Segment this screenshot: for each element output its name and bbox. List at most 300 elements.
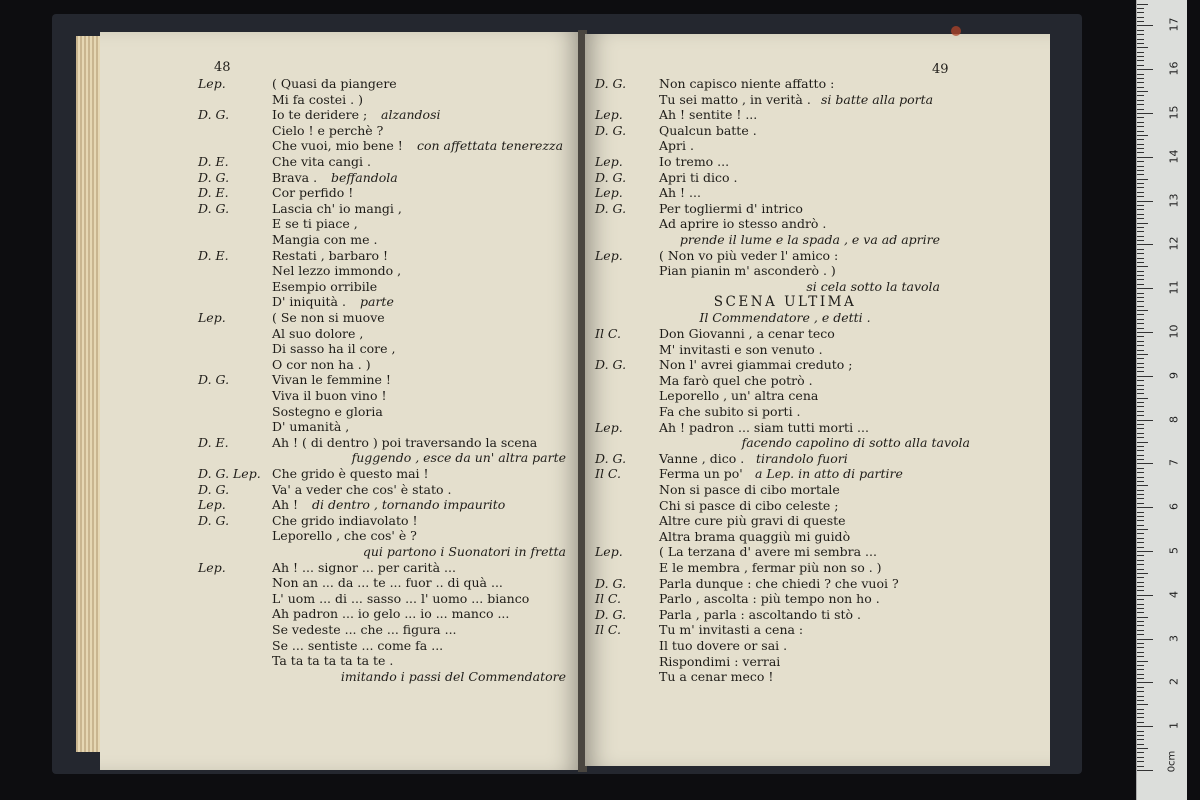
dialogue-line: Mi fa costei . ) (272, 91, 363, 107)
speaker-label: Lep. (595, 154, 623, 169)
ruler-tick (1137, 380, 1144, 381)
ruler-tick (1137, 275, 1144, 276)
stage-direction: prende il lume e la spada , e va ad aprire (679, 232, 940, 247)
ruler-tick (1137, 770, 1153, 771)
ink-stain (951, 26, 961, 36)
dialogue-line: Che vita cangi . (272, 154, 371, 169)
dialogue-line: Parla dunque : che chiedi ? che vuoi ? (659, 575, 899, 591)
ruler-tick (1137, 752, 1144, 753)
dialogue-line: Parla , parla : ascoltando ti stò . (659, 606, 862, 622)
ruler-tick (1137, 643, 1144, 644)
ruler-tick (1137, 253, 1144, 254)
ruler-tick (1137, 214, 1144, 215)
ruler-tick (1137, 420, 1153, 421)
ruler-tick (1137, 433, 1144, 434)
dialogue-line: Se ... sentiste ... come fa ... (272, 637, 444, 653)
ruler-tick (1137, 722, 1144, 723)
ruler-tick (1137, 739, 1144, 740)
ruler-tick (1137, 82, 1144, 83)
ruler-tick (1137, 503, 1144, 504)
stage-direction: parte (360, 294, 394, 310)
ruler-label: 3 (1167, 634, 1181, 642)
ruler-tick (1137, 166, 1144, 167)
stage-direction: si batte alla porta (821, 91, 934, 107)
ruler-tick (1137, 117, 1144, 118)
ruler-tick (1137, 306, 1144, 307)
ruler-tick (1137, 231, 1144, 232)
ruler-tick (1137, 218, 1144, 219)
ruler-tick (1137, 564, 1144, 565)
speaker-label: D. G. (595, 169, 627, 185)
page-number: 48 (214, 60, 231, 75)
ruler-tick (1137, 47, 1148, 48)
ruler-tick (1137, 630, 1144, 631)
dialogue-line: ( La terzana d' avere mi sembra ... (659, 544, 877, 560)
ruler-tick (1137, 463, 1153, 464)
dialogue-line: Lascia ch' io mangi , (272, 200, 402, 216)
ruler-tick (1137, 8, 1144, 9)
ruler-tick (1137, 113, 1153, 114)
ruler-tick (1137, 625, 1144, 626)
dialogue-line: Altra brama quaggiù mi guidò (659, 528, 851, 544)
ruler-tick (1137, 437, 1144, 438)
ruler-tick (1137, 634, 1144, 635)
dialogue-line: Tu a cenar meco ! (659, 669, 774, 685)
ruler-tick (1137, 205, 1144, 206)
dialogue-line: Va' a veder che cos' è stato . (272, 481, 452, 497)
left-page (100, 32, 580, 770)
right-page (585, 34, 1050, 766)
ruler-tick (1137, 74, 1144, 75)
ruler-tick (1137, 757, 1144, 758)
speaker-label: Lep. (595, 107, 623, 123)
dialogue-line: Altre cure più gravi di queste (659, 513, 846, 529)
stage-direction: a Lep. in atto di partire (755, 466, 903, 482)
speaker-label: Il C. (595, 591, 622, 607)
ruler-tick (1137, 428, 1144, 429)
dialogue-line: Esempio orribile (272, 278, 378, 294)
ruler-tick (1137, 415, 1144, 416)
ruler-tick (1137, 135, 1148, 136)
ruler-tick (1137, 669, 1144, 670)
ruler-tick (1137, 227, 1144, 228)
ruler-tick (1137, 389, 1144, 390)
speaker-label: Lep. (595, 247, 623, 263)
stage-direction: qui partono i Suonatori in fretta (362, 544, 566, 559)
speaker-label: D. G. (198, 481, 230, 497)
speaker-label: D. G. (595, 76, 627, 91)
dialogue-line: Di sasso ha il core , (272, 341, 396, 357)
ruler-tick (1137, 371, 1144, 372)
page-edges (76, 36, 102, 752)
ruler-unit: 0cm (1166, 750, 1178, 773)
scene-subtitle: Il Commendatore , e detti . (699, 310, 871, 325)
ruler-tick (1137, 621, 1144, 622)
dialogue-line: Io te deridere ; (272, 107, 368, 123)
ruler-tick (1137, 442, 1148, 443)
ruler-tick (1137, 696, 1144, 697)
ruler-tick (1137, 52, 1144, 53)
ruler-tick (1137, 700, 1144, 701)
ruler-tick (1137, 744, 1144, 745)
dialogue-line: M' invitasti e son venuto . (659, 341, 823, 357)
speaker-label: D. G. (595, 575, 627, 591)
ruler-tick (1137, 569, 1144, 570)
ruler-tick (1137, 560, 1144, 561)
measuring-ruler (1136, 0, 1187, 800)
stage-direction: tirandolo fuori (756, 450, 848, 466)
ruler-tick (1137, 726, 1153, 727)
stage-direction: imitando i passi del Commendatore (340, 668, 566, 684)
ruler-tick (1137, 341, 1144, 342)
ruler-tick (1137, 161, 1144, 162)
ruler-tick (1137, 446, 1144, 447)
ruler-tick (1137, 748, 1148, 749)
ruler-tick (1137, 100, 1144, 101)
ruler-tick (1137, 687, 1144, 688)
dialogue-line: Brava . (272, 169, 318, 185)
ruler-tick (1137, 472, 1144, 473)
ruler-tick (1137, 249, 1144, 250)
speaker-label: Lep. (198, 310, 226, 325)
ruler-tick (1137, 25, 1153, 26)
ruler-label: 11 (1167, 280, 1181, 295)
dialogue-line: Ah ! sentite ! ... (659, 107, 758, 123)
ruler-tick (1137, 223, 1148, 224)
dialogue-line: ( Se non si muove (272, 310, 385, 325)
ruler-tick (1137, 323, 1144, 324)
stage-direction: fuggendo , esce da un' altra parte (351, 450, 566, 466)
ruler-label: 5 (1167, 547, 1181, 554)
stage-direction: si cela sotto la tavola (806, 278, 940, 294)
ruler-tick (1137, 617, 1148, 618)
ruler-tick (1137, 192, 1144, 193)
ruler-tick (1137, 328, 1144, 329)
dialogue-line: ( Quasi da piangere (272, 76, 397, 91)
ruler-tick (1137, 652, 1144, 653)
dialogue-line: Ma farò quel che potrò . (659, 372, 813, 388)
ruler-tick (1137, 555, 1144, 556)
dialogue-line: Per togliermi d' intrico (659, 200, 803, 216)
ruler-label: 13 (1167, 193, 1181, 208)
dialogue-line: Non capisco niente affatto : (659, 76, 835, 91)
ruler-tick (1137, 201, 1153, 202)
ruler-tick (1137, 271, 1144, 272)
dialogue-line: O cor non ha . ) (272, 356, 371, 372)
dialogue-line: Nel lezzo immondo , (272, 263, 402, 279)
ruler-tick (1137, 12, 1144, 13)
ruler-tick (1137, 258, 1144, 259)
ruler-tick (1137, 512, 1144, 513)
dialogue-line: Pian pianin m' asconderò . ) (659, 263, 836, 279)
ruler-tick (1137, 87, 1144, 88)
speaker-label: D. G. (595, 357, 627, 373)
dialogue-line: Il tuo dovere or sai . (659, 638, 788, 653)
ruler-tick (1137, 494, 1144, 495)
ruler-tick (1137, 262, 1144, 263)
speaker-label: D. E. (198, 434, 229, 450)
dialogue-line: ( Non vo più veder l' amico : (659, 247, 839, 263)
ruler-tick (1137, 319, 1144, 320)
ruler-tick (1137, 126, 1144, 127)
speaker-label: D. E. (198, 154, 229, 169)
dialogue-line: Sostegno e gloria (272, 403, 383, 419)
ruler-tick (1137, 288, 1153, 289)
ruler-tick (1137, 398, 1148, 399)
ruler-tick (1137, 516, 1144, 517)
dialogue-line: Cielo ! e perchè ? (272, 122, 384, 138)
dialogue-line: Io tremo ... (659, 154, 730, 169)
ruler-tick (1137, 244, 1153, 245)
ruler-tick (1137, 590, 1144, 591)
ruler-tick (1137, 157, 1153, 158)
ruler-tick (1137, 332, 1153, 333)
ruler-tick (1137, 459, 1144, 460)
dialogue-line: D' umanità , (272, 419, 350, 435)
ruler-tick (1137, 661, 1148, 662)
ruler-tick (1137, 104, 1144, 105)
ruler-label: 7 (1167, 459, 1181, 467)
dialogue-line: Tu m' invitasti a cena : (659, 622, 804, 638)
ruler-tick (1137, 293, 1144, 294)
dialogue-line: Apri ti dico . (659, 169, 738, 185)
ruler-tick (1137, 595, 1153, 596)
ruler-tick (1137, 43, 1144, 44)
ruler-tick (1137, 551, 1153, 552)
speaker-label: D. G. (595, 122, 627, 138)
speaker-label: Il C. (595, 466, 622, 482)
ruler-tick (1137, 183, 1144, 184)
speaker-label: Lep. (595, 544, 623, 560)
ruler-label: 15 (1167, 105, 1181, 120)
ruler-tick (1137, 144, 1144, 145)
ruler-label: 6 (1167, 503, 1181, 511)
ruler-tick (1137, 665, 1144, 666)
dialogue-line: D' iniquità . (272, 294, 346, 310)
stage-direction: facendo capolino di sotto alla tavola (741, 435, 970, 451)
speaker-label: D. G. (198, 200, 230, 216)
ruler-tick (1137, 34, 1144, 35)
ruler-tick (1137, 109, 1144, 110)
ruler-tick (1137, 498, 1144, 499)
ruler-tick (1137, 284, 1144, 285)
ruler-tick (1137, 358, 1144, 359)
dialogue-line: Vivan le femmine ! (272, 372, 391, 388)
speaker-label: Lep. (198, 559, 226, 575)
ruler-tick (1137, 60, 1144, 61)
ruler-tick (1137, 529, 1148, 530)
ruler-tick (1137, 131, 1144, 132)
page-number: 49 (932, 62, 949, 77)
ruler-tick (1137, 717, 1144, 718)
stage-direction: beffandola (331, 169, 398, 185)
ruler-tick (1137, 542, 1144, 543)
speaker-label: D. G. (595, 200, 627, 216)
ruler-tick (1137, 533, 1144, 534)
dialogue-line: Parlo , ascolta : più tempo non ho . (659, 591, 880, 607)
ruler-tick (1137, 39, 1144, 40)
dialogue-line: Ferma un po' (659, 466, 743, 482)
ruler-tick (1137, 599, 1144, 600)
dialogue-line: Restati , barbaro ! (272, 247, 389, 263)
ruler-tick (1137, 450, 1144, 451)
ruler-tick (1137, 481, 1144, 482)
ruler-tick (1137, 354, 1148, 355)
speaker-label: D. G. (198, 107, 230, 123)
dialogue-line: Ah padron ... io gelo ... io ... manco ... (272, 606, 510, 622)
ruler-label: 9 (1167, 371, 1181, 379)
ruler-label: 16 (1167, 61, 1181, 76)
ruler-tick (1137, 56, 1144, 57)
ruler-tick (1137, 148, 1144, 149)
scene-title: SCENA ULTIMA (713, 294, 857, 310)
dialogue-line: Vanne , dico . (659, 450, 745, 466)
ruler-tick (1137, 345, 1144, 346)
ruler-tick (1137, 266, 1148, 267)
ruler-tick (1137, 314, 1144, 315)
ruler-label: 12 (1167, 236, 1181, 251)
ruler-tick (1137, 656, 1144, 657)
ruler-tick (1137, 682, 1153, 683)
dialogue-line: Che vuoi, mio bene ! (272, 138, 403, 154)
ruler-tick (1137, 468, 1144, 469)
ruler-label: 8 (1167, 415, 1181, 423)
dialogue-line: Mangia con me . (272, 232, 378, 247)
ruler-tick (1137, 612, 1144, 613)
stage-direction: con affettata tenerezza (417, 138, 564, 154)
stage-direction: di dentro , tornando impaurito (312, 497, 506, 513)
ruler-tick (1137, 678, 1144, 679)
dialogue-line: Al suo dolore , (272, 325, 364, 341)
dialogue-line: Ah ! ... (659, 185, 701, 201)
ruler-tick (1137, 65, 1144, 66)
dialogue-line: Fa che subito si porti . (659, 404, 801, 419)
ruler-tick (1137, 17, 1144, 18)
ruler-tick (1137, 240, 1144, 241)
ruler-tick (1137, 301, 1144, 302)
dialogue-line: Ah ! ( di dentro ) poi traversando la scena (272, 434, 538, 450)
speaker-label: Il C. (595, 622, 622, 638)
ruler-tick (1137, 761, 1144, 762)
ruler-tick (1137, 385, 1144, 386)
ruler-tick (1137, 525, 1144, 526)
ruler-tick (1137, 21, 1144, 22)
ruler-tick (1137, 713, 1144, 714)
ruler-tick (1137, 279, 1144, 280)
dialogue-line: Leporello , un' altra cena (659, 388, 819, 404)
ruler-tick (1137, 376, 1153, 377)
ruler-tick (1137, 577, 1144, 578)
ruler-tick (1137, 393, 1144, 394)
ruler-tick (1137, 586, 1144, 587)
ruler-tick (1137, 297, 1144, 298)
dialogue-line: L' uom ... di ... sasso ... l' uomo ... bianco (272, 590, 530, 606)
ruler-tick (1137, 608, 1144, 609)
ruler-tick (1137, 477, 1144, 478)
dialogue-line: Non an ... da ... te ... fuor .. di quà ... (272, 575, 503, 591)
speaker-label: D. E. (198, 247, 229, 263)
ruler-label: 14 (1167, 149, 1181, 164)
speaker-label: Lep. (595, 419, 623, 435)
ruler-tick (1137, 196, 1144, 197)
ruler-tick (1137, 69, 1153, 70)
speaker-label: D. G. (198, 372, 230, 388)
ruler-tick (1137, 735, 1144, 736)
dialogue-line: Leporello , che cos' è ? (272, 528, 417, 544)
ruler-tick (1137, 582, 1144, 583)
ruler-tick (1137, 406, 1144, 407)
ruler-tick (1137, 507, 1153, 508)
dialogue-line: Ah ! ... signor ... per carità ... (272, 559, 456, 575)
ruler-tick (1137, 350, 1144, 351)
ruler-tick (1137, 538, 1144, 539)
ruler-tick (1137, 691, 1144, 692)
ruler-tick (1137, 4, 1148, 5)
ruler-tick (1137, 122, 1144, 123)
speaker-label: D. G. (595, 450, 627, 466)
ruler-tick (1137, 78, 1144, 79)
ruler-label: 10 (1167, 324, 1181, 339)
ruler-tick (1137, 639, 1153, 640)
dialogue-line: Ta ta ta ta ta ta te . (272, 653, 394, 669)
speaker-label: Lep. (198, 76, 226, 91)
dialogue-line: Che grido indiavolato ! (272, 512, 418, 528)
ruler-label: 2 (1167, 678, 1181, 686)
ruler-tick (1137, 455, 1144, 456)
dialogue-line: Tu sei matto , in verità . (659, 91, 811, 107)
dialogue-line: Apri . (659, 138, 694, 154)
ruler-tick (1137, 731, 1144, 732)
ruler-tick (1137, 647, 1144, 648)
ruler-tick (1137, 402, 1144, 403)
dialogue-line: E se ti piace , (272, 216, 358, 232)
ruler-tick (1137, 30, 1144, 31)
speaker-label: Il C. (595, 326, 622, 341)
ruler-tick (1137, 674, 1144, 675)
ruler-tick (1137, 336, 1144, 337)
speaker-label: D. E. (198, 185, 229, 201)
ruler-tick (1137, 152, 1144, 153)
ruler-tick (1137, 704, 1148, 705)
ruler-tick (1137, 95, 1144, 96)
ruler-tick (1137, 363, 1144, 364)
ruler-tick (1137, 310, 1148, 311)
ruler-tick (1137, 573, 1148, 574)
speaker-label: D. G. (595, 606, 627, 622)
ruler-label: 17 (1167, 17, 1181, 32)
ruler-tick (1137, 411, 1144, 412)
ruler-tick (1137, 367, 1144, 368)
dialogue-line: Ad aprire io stesso andrò . (659, 216, 827, 232)
ruler-tick (1137, 139, 1144, 140)
dialogue-line: Chi si pasce di cibo celeste ; (659, 497, 839, 513)
ruler-tick (1137, 520, 1144, 521)
dialogue-line: Qualcun batte . (659, 122, 757, 138)
dialogue-line: Ah ! (272, 497, 299, 513)
dialogue-line: Rispondimi : verrai (659, 653, 781, 669)
ruler-tick (1137, 91, 1148, 92)
dialogue-line: Ah ! padron ... siam tutti morti ... (659, 419, 869, 435)
speaker-label: Lep. (595, 185, 623, 201)
speaker-label: Lep. (198, 497, 226, 513)
dialogue-line: E le membra , fermar più non so . ) (659, 560, 882, 575)
ruler-tick (1137, 179, 1148, 180)
ruler-tick (1137, 209, 1144, 210)
stage-direction: alzandosi (381, 107, 441, 123)
ruler-tick (1137, 187, 1144, 188)
dialogue-line: Che grido è questo mai ! (272, 466, 429, 481)
ruler-tick (1137, 174, 1144, 175)
